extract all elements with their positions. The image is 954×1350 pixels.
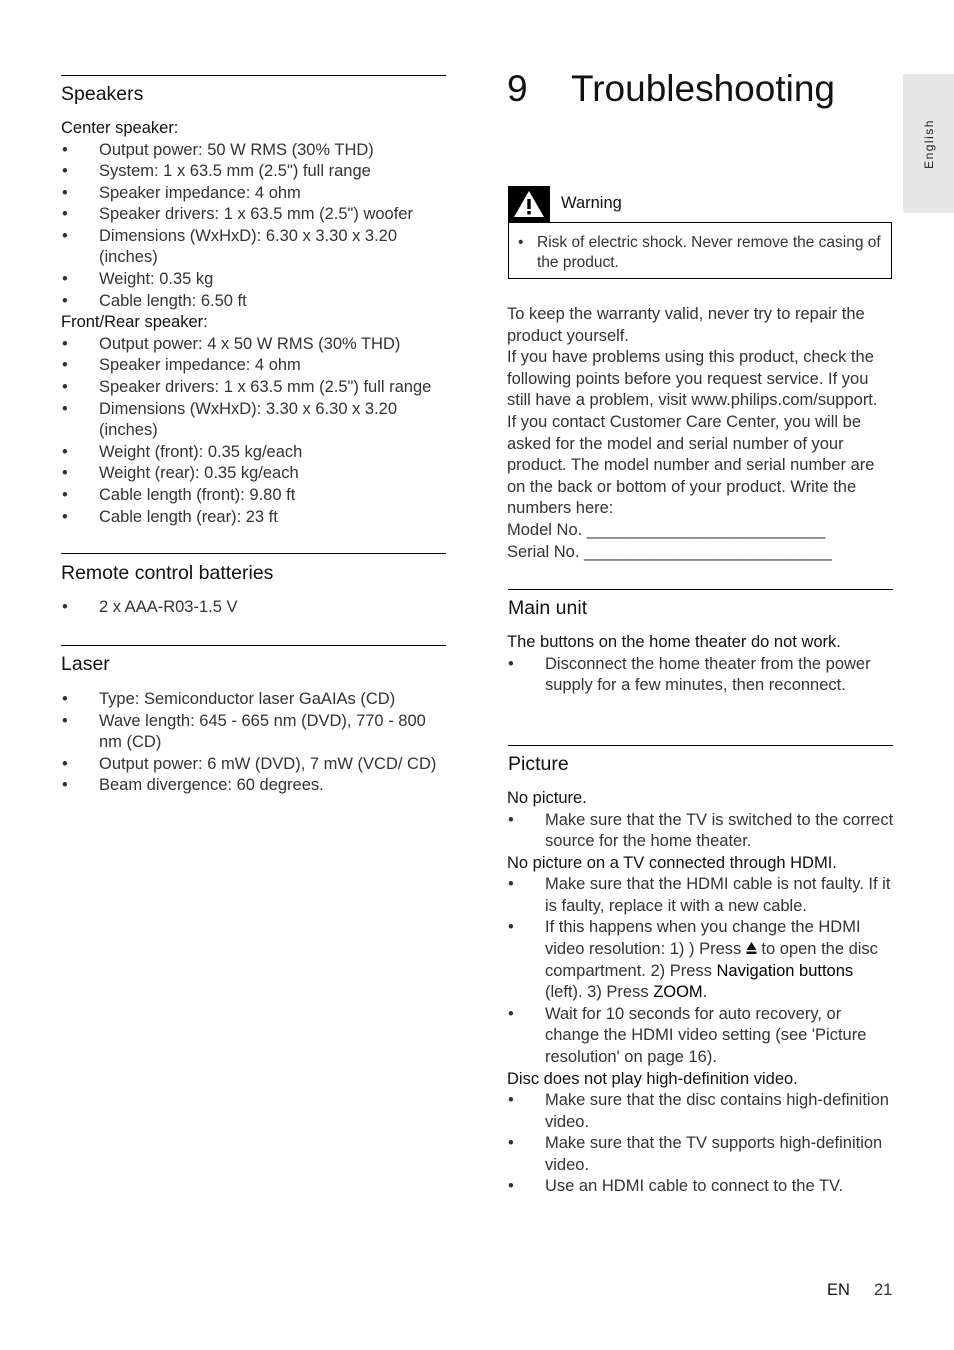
list-item: • Make sure that the TV supports high-definition video. [507,1133,894,1176]
intro-paragraph: If you have problems using this product, check the following points before you request service. If you still have a problem, visit www.philips.com/support. [507,348,878,410]
eject-icon [746,940,757,954]
list-item: • Output power: 6 mW (DVD), 7 mW (VCD/ CD) [61,754,446,776]
list-item: • Weight (front): 0.35 kg/each [61,442,446,464]
warning-list [509,233,881,273]
page-number: 21 [874,1281,893,1299]
section-divider [61,645,446,646]
chapter-number: 9 [507,68,528,109]
footer-language: EN [827,1281,850,1299]
section-divider [508,745,893,746]
list-item: • Wait for 10 seconds for auto recovery, or change the HDMI video setting (see 'Picture resolution' on page 16). [507,1004,894,1069]
list-item: • Wave length: 645 - 665 nm (DVD), 770 - 800 nm (CD) [61,711,446,754]
list-item: • Speaker impedance: 4 ohm [61,183,446,205]
front-rear-speaker-list [61,334,446,528]
list-item: • Weight (rear): 0.35 kg/each [61,463,446,485]
solution-list [507,874,894,1068]
language-side-tab [903,74,954,213]
laser-title: Laser [61,653,110,675]
list-item-text: If this happens when you change the HDMI video resolution: 1) ) Press [545,918,861,958]
warning-box [508,222,892,279]
navigation-buttons-keyword: Navigation buttons [716,961,854,980]
chapter-heading [507,66,835,112]
section-divider [508,589,893,590]
problem-heading: No picture on a TV connected through HDMI. [507,853,837,872]
warning-text: • Risk of electric shock. Never remove the casing of the product. [509,233,881,273]
intro-paragraph: To keep the warranty valid, never try to repair the product yourself. [507,305,865,345]
problem-heading: No picture. [507,789,587,807]
remote-batteries-list [61,597,446,619]
list-item [507,917,894,1003]
warning-label: Warning [561,194,622,212]
picture-title: Picture [508,753,569,775]
remote-batteries-title: Remote control batteries [61,562,274,584]
serial-number-line: Serial No. ___________________________ [507,542,832,561]
problem-heading: Disc does not play high-definition video. [507,1069,798,1088]
list-item: • System: 1 x 63.5 mm (2.5") full range [61,161,446,183]
list-item: • Speaker drivers: 1 x 63.5 mm (2.5") full range [61,377,446,399]
solution-list [507,654,894,697]
center-speaker-label: Center speaker: [61,119,179,137]
intro-paragraph: If you contact Customer Care Center, you will be asked for the model and serial number of your product. The model number and serial number are on the back or bottom of your product. Write the numbers here: [507,412,875,518]
list-item: • Cable length (front): 9.80 ft [61,485,446,507]
list-item: • Speaker impedance: 4 ohm [61,355,446,377]
solution-list [507,1090,894,1198]
list-item: • Use an HDMI cable to connect to the TV. [507,1176,894,1198]
list-item: • Cable length (rear): 23 ft [61,507,446,529]
list-item: • Dimensions (WxHxD): 3.30 x 6.30 x 3.20 (inches) [61,399,446,442]
list-item: • Speaker drivers: 1 x 63.5 mm (2.5") woofer [61,204,446,226]
warning-header [508,186,894,222]
chapter-title: Troubleshooting [571,68,835,109]
center-speaker-list [61,140,446,313]
list-item: • Type: Semiconductor laser GaAIAs (CD) [61,689,446,711]
speakers-title: Speakers [61,83,144,105]
list-item: • Output power: 4 x 50 W RMS (30% THD) [61,334,446,356]
solution-list [507,810,894,853]
section-divider [61,553,446,554]
list-item: • Make sure that the HDMI cable is not faulty. If it is faulty, replace it with a new cable. [507,874,894,917]
list-item-text: . [702,983,708,1002]
list-item: • Disconnect the home theater from the power supply for a few minutes, then reconnect. [507,654,894,697]
main-unit-title: Main unit [508,597,588,619]
picture-content [507,788,894,1198]
list-item-text: (left). 3) Press [545,983,654,1002]
warning-icon [508,186,550,222]
section-divider [61,75,446,76]
list-item: • Dimensions (WxHxD): 6.30 x 3.30 x 3.20 (inches) [61,226,446,269]
list-item: • 2 x AAA-R03-1.5 V [61,597,446,619]
list-item: • Weight: 0.35 kg [61,269,446,291]
list-item: • Output power: 50 W RMS (30% THD) [61,140,446,162]
list-item: • Make sure that the disc contains high-definition video. [507,1090,894,1133]
model-number-line: Model No. __________________________ [507,520,826,539]
problem-heading: The buttons on the home theater do not work. [507,633,841,651]
list-item: • Make sure that the TV is switched to the correct source for the home theater. [507,810,894,853]
zoom-keyword: ZOOM [653,983,703,1002]
speakers-content [61,118,446,528]
list-item: • Cable length: 6.50 ft [61,291,446,313]
intro-text [507,304,894,563]
front-rear-speaker-label: Front/Rear speaker: [61,313,208,332]
list-item-text: to open the disc compartment. 2) Press [545,939,878,980]
language-tab-label: English [922,119,936,169]
main-unit-content [507,632,894,697]
laser-list [61,689,446,797]
list-item: • Beam divergence: 60 degrees. [61,775,446,797]
